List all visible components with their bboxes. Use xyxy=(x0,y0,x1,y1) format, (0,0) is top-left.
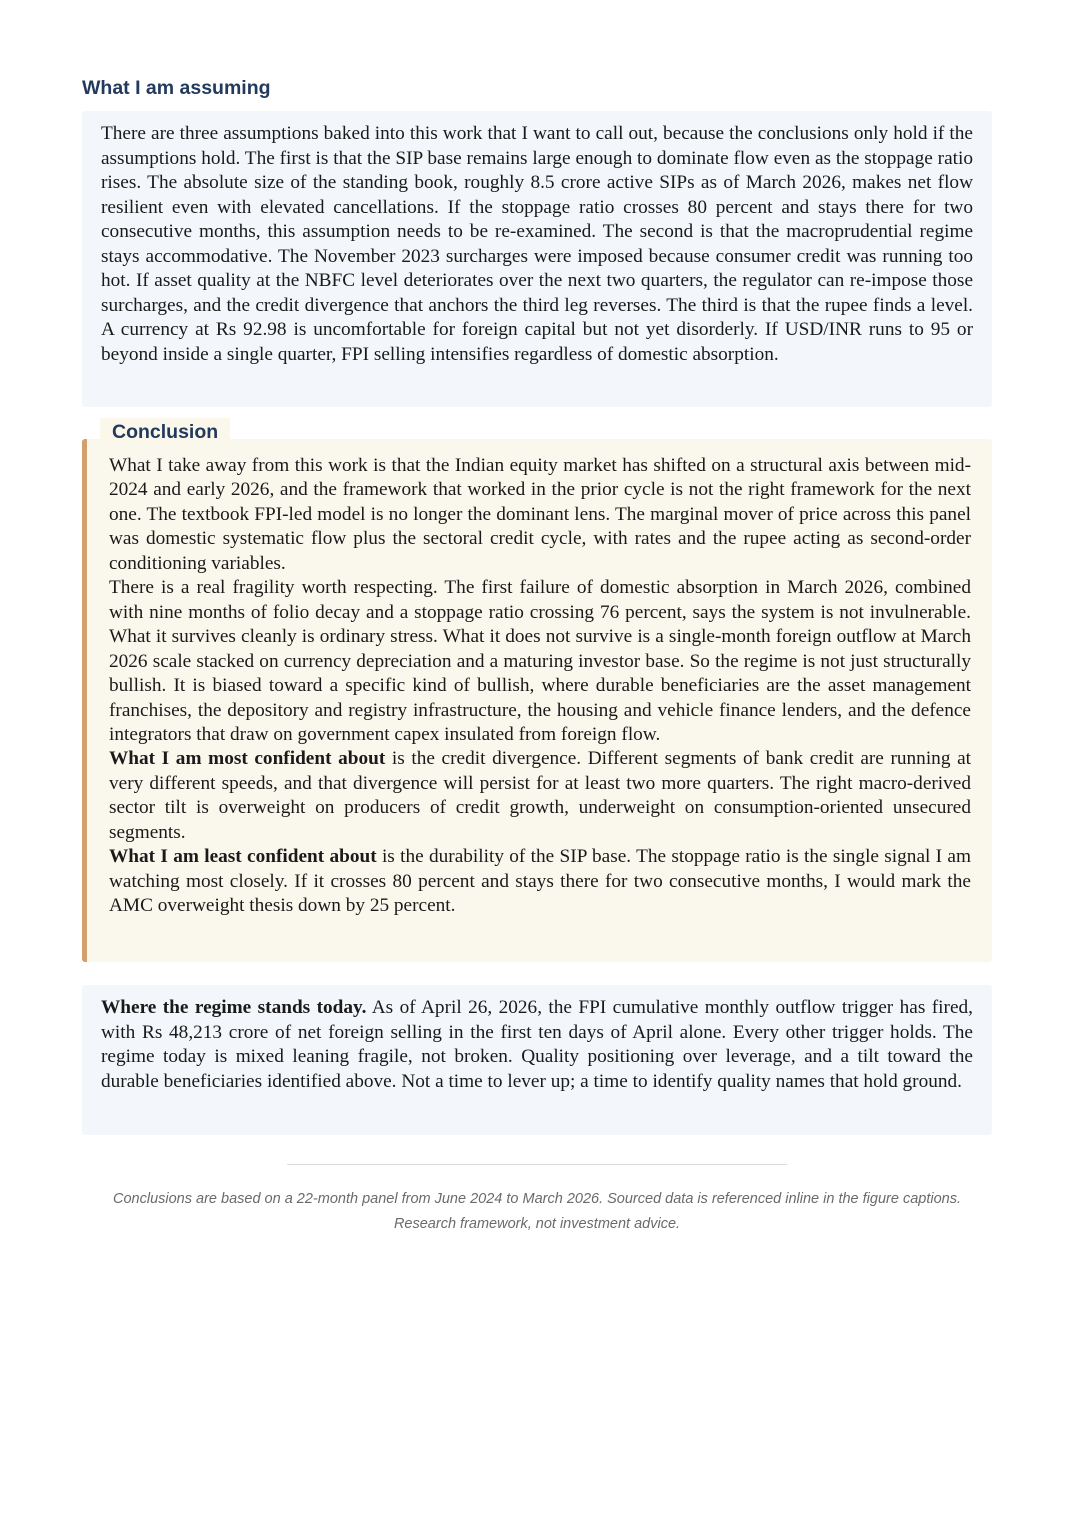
conclusion-paragraph-fragility: There is a real fragility worth respecting. The first failure of domestic absorption in March 2026, combined with nine months of folio decay and a stoppage ratio crossing 76 percent, says the system is not invulnerable. What it survives cleanly is ordinary stress. What it does not survive is a single-month foreign outflow at March 2026 scale stacked on currency depreciation and a maturing investor base. So the regime is not just structurally bullish. It is biased toward a specific kind of bullish, where durable beneficiaries are the asset management franchises, the depository and registry infrastructure, the housing and vehicle finance lenders, and the defence integrators that draw on government capex insulated from foreign flow. xyxy=(109,577,971,745)
conclusion-panel xyxy=(82,439,992,962)
most-confident-lead: What I am most confident about xyxy=(109,748,386,770)
least-confident-text: is the durability of the SIP base. The stoppage ratio is the single signal I am watching most closely. If it crosses 80 percent and stays there for two consecutive months, I would mark the AMC overweight thesis down by 25 percent. xyxy=(109,846,971,917)
most-confident-text: is the credit divergence. Different segments of bank credit are running at very different speeds, and that divergence will persist for at least two more quarters. The right macro-derived sector tilt is overweight on producers of credit growth, underweight on consumption-oriented unsecured segments. xyxy=(109,748,971,843)
assumptions-panel xyxy=(82,111,992,407)
regime-status-text xyxy=(101,996,973,1094)
footer-divider xyxy=(287,1164,787,1165)
footnote xyxy=(82,1187,992,1236)
conclusion-label: Conclusion xyxy=(100,418,230,444)
regime-status-body: As of April 26, 2026, the FPI cumulative monthly outflow trigger has fired, with Rs 48,213 crore of net foreign selling in the first ten days of April alone. Every other trigger holds. The regime today is mixed leaning fragile, not broken. Quality positioning over leverage, and a tilt toward the durable beneficiaries identified above. Not a time to lever up; a time to identify quality names that hold ground. xyxy=(101,997,973,1092)
footnote-line-disclaimer: Research framework, not investment advice. xyxy=(393,1215,681,1232)
assumptions-text: There are three assumptions baked into this work that I want to call out, because the conclusions only hold if the assumptions hold. The first is that the SIP base remains large enough to dominate flow even as the stoppage ratio rises. The absolute size of the standing book, roughly 8.5 crore active SIPs as of March 2026, makes net flow resilient even with elevated cancellations. If the stoppage ratio crosses 80 percent and stays there for two consecutive months, this assumption needs to be re-examined. The second is that the macroprudential regime stays accommodative. The November 2023 surcharges were imposed because consumer credit was running too hot. If asset quality at the NBFC level deteriorates over the next two quarters, the regulator can re-impose those surcharges, and the credit divergence that anchors the third leg reverses. The third is that the rupee finds a level. A currency at Rs 92.98 is uncomfortable for foreign capital but not yet disorderly. If USD/INR runs to 95 or beyond inside a single quarter, FPI selling intensifies regardless of domestic absorption. xyxy=(101,123,973,365)
conclusion-paragraph-least-confident xyxy=(109,845,971,918)
conclusion-paragraph-most-confident xyxy=(109,747,971,845)
assumptions-heading: What I am assuming xyxy=(82,77,271,99)
conclusion-paragraph-takeaway: What I take away from this work is that the Indian equity market has shifted on a structural axis between mid-2024 and early 2026, and the framework that worked in the prior cycle is not the right framework for the next one. The textbook FPI-led model is no longer the dominant lens. The marginal mover of price across this panel was domestic systematic flow plus the sectoral credit cycle, with rates and the rupee acting as second-order conditioning variables. xyxy=(109,455,971,574)
footnote-line-sources: Conclusions are based on a 22-month panel from June 2024 to March 2026. Sourced data is referenced inline in the figure captions. xyxy=(113,1191,961,1207)
regime-status-lead: Where the regime stands today. xyxy=(101,997,367,1018)
least-confident-lead: What I am least confident about xyxy=(109,846,377,868)
regime-status-panel xyxy=(82,985,992,1135)
